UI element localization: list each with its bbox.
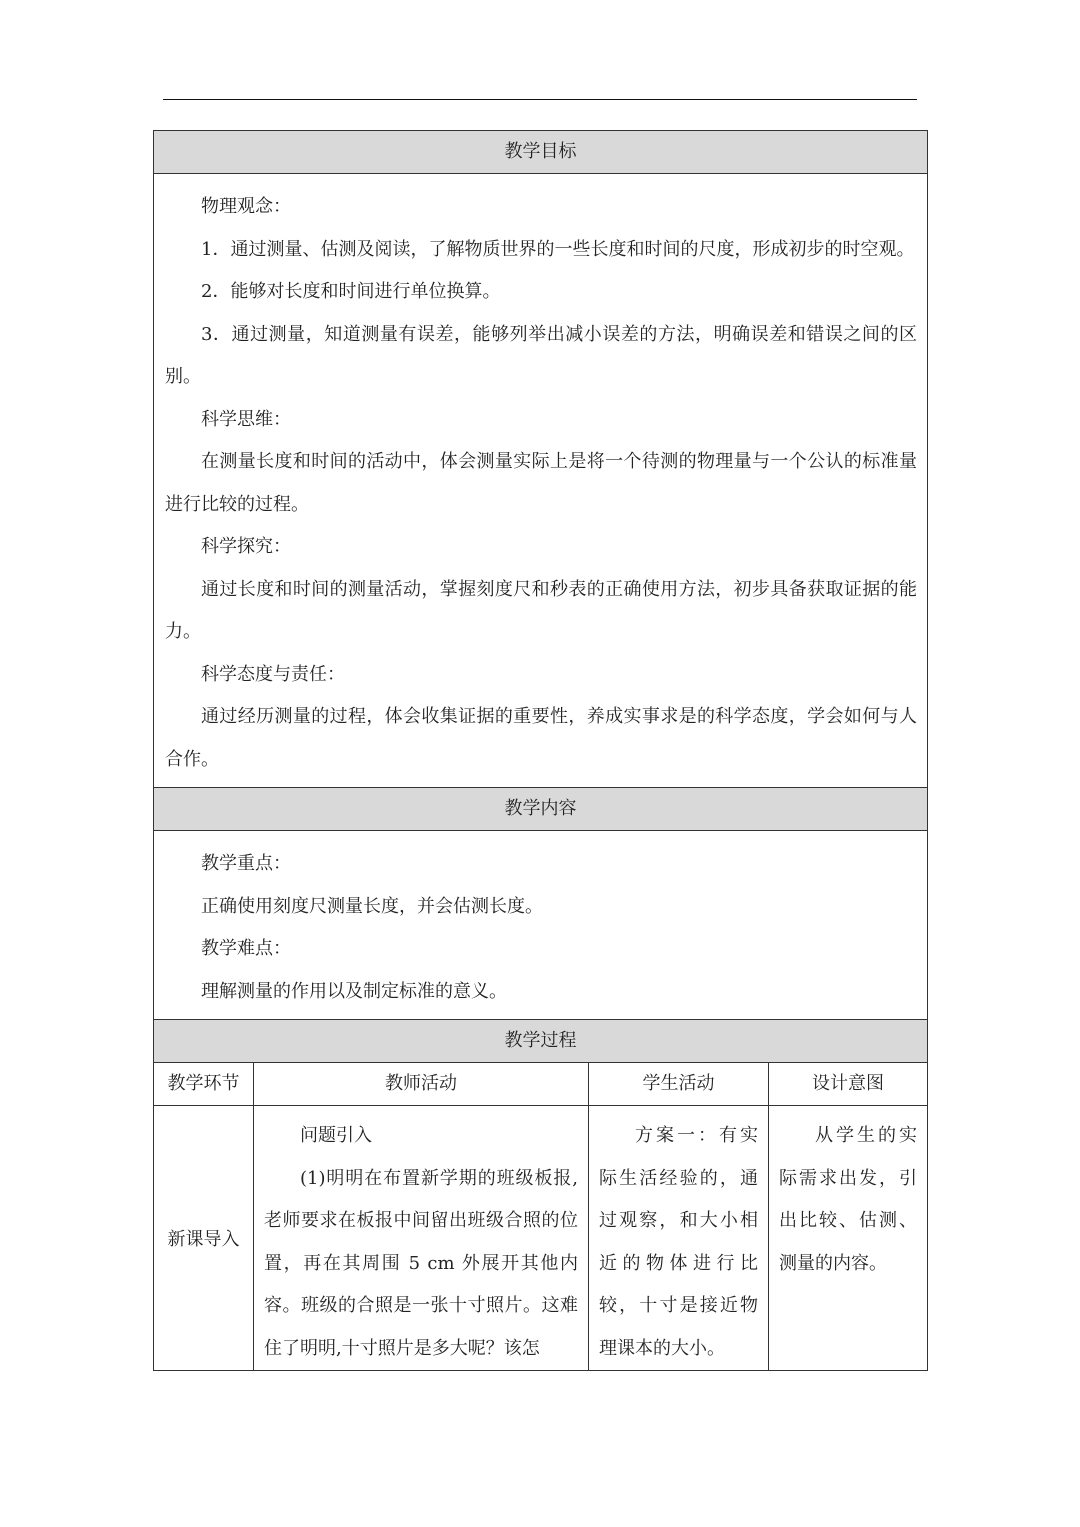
section-title-goals: 教学目标 xyxy=(154,131,928,174)
column-header-intent: 设计意图 xyxy=(769,1063,928,1106)
stage-cell: 新课导入 xyxy=(154,1106,254,1371)
goal-item-2: 2．能够对长度和时间进行单位换算。 xyxy=(201,281,501,302)
section-title-content: 教学内容 xyxy=(154,788,928,831)
inquiry-label: 科学探究： xyxy=(201,536,291,557)
header-rule xyxy=(163,99,917,100)
key-text: 正确使用刻度尺测量长度，并会估测长度。 xyxy=(201,895,543,917)
difficult-text: 理解测量的作用以及制定标准的意义。 xyxy=(201,980,507,1002)
intent-text: 从学生的实际需求出发，引出比较、估测、测量的内容。 xyxy=(779,1125,917,1274)
goals-body xyxy=(154,174,928,788)
column-header-student: 学生活动 xyxy=(589,1063,769,1106)
inquiry-text: 通过长度和时间的测量活动，掌握刻度尺和秒表的正确使用方法，初步具备获取证据的能力。 xyxy=(165,578,917,642)
thinking-label: 科学思维： xyxy=(201,408,291,430)
teacher-activity-cell xyxy=(254,1106,589,1371)
attitude-text: 通过经历测量的过程，体会收集证据的重要性，养成实事求是的科学态度，学会如何与人合作。 xyxy=(165,706,917,770)
physics-label: 物理观念： xyxy=(201,196,291,217)
difficult-label: 教学难点： xyxy=(201,938,291,959)
section-title-process: 教学过程 xyxy=(154,1020,928,1063)
design-intent-cell xyxy=(769,1106,928,1371)
teacher-title: 问题引入 xyxy=(300,1125,372,1146)
column-header-stage: 教学环节 xyxy=(154,1063,254,1106)
content-body xyxy=(154,831,928,1020)
lesson-plan-table xyxy=(153,130,928,1371)
attitude-label: 科学态度与责任： xyxy=(201,663,345,685)
student-activity-cell xyxy=(589,1106,769,1371)
goal-item-1: 1．通过测量、估测及阅读，了解物质世界的一些长度和时间的尺度，形成初步的时空观。 xyxy=(201,238,915,260)
teacher-text: (1)明明在布置新学期的班级板报,老师要求在板报中间留出班级合照的位置，再在其周围 5 cm 外展开其他内容。班级的合照是一张十寸照片。这难住了明明,十寸照片是多大呢？该怎 xyxy=(264,1167,578,1359)
key-label: 教学重点： xyxy=(201,853,291,874)
column-header-teacher: 教师活动 xyxy=(254,1063,589,1106)
student-text: 方案一：有实际生活经验的，通过观察，和大小相近的物体进行比较，十寸是接近物理课本的大小。 xyxy=(599,1125,758,1359)
table-row xyxy=(154,1106,928,1371)
thinking-text: 在测量长度和时间的活动中，体会测量实际上是将一个待测的物理量与一个公认的标准量进行比较的过程。 xyxy=(165,451,917,515)
goal-item-3: 3．通过测量，知道测量有误差，能够列举出减小误差的方法，明确误差和错误之间的区别。 xyxy=(165,323,917,387)
